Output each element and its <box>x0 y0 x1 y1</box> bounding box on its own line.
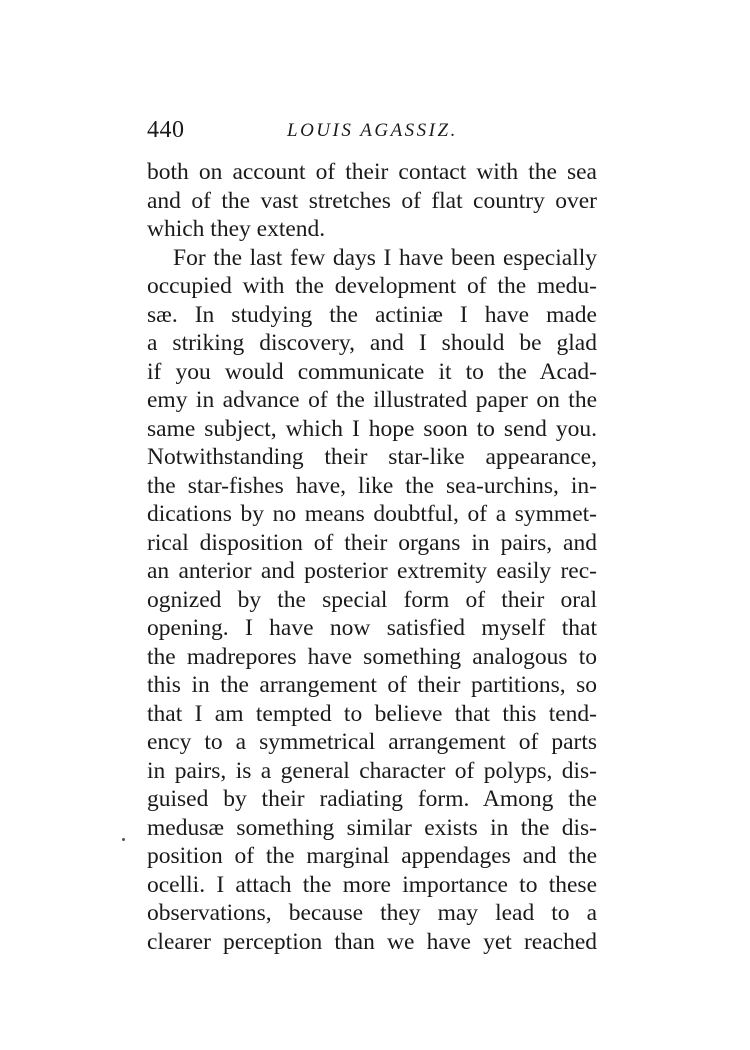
text-line: that I am tempted to believe that this tend- <box>147 700 597 727</box>
page-header <box>147 114 597 146</box>
text-line: medusæ something similar exists in the dis- <box>147 814 597 841</box>
text-line: opening. I have now satisfied myself that <box>147 615 597 641</box>
text-line: ocelli. I attach the more importance to these <box>147 871 597 898</box>
text-line: emy in advance of the illustrated paper on the <box>147 387 597 413</box>
text-line: which they extend. <box>147 216 326 242</box>
text-line: a striking discovery, and I should be glad <box>147 330 597 356</box>
text-line: an anterior and posterior extremity easily rec- <box>147 558 597 584</box>
text-line: in pairs, is a general character of polyps, dis- <box>147 757 597 784</box>
text-line: position of the marginal appendages and the <box>147 843 597 869</box>
text-line: sæ. In studying the actiniæ I have made <box>147 301 597 328</box>
text-line: ency to a symmetrical arrangement of parts <box>147 729 597 755</box>
body-text <box>147 158 597 956</box>
print-speck <box>122 838 125 841</box>
text-line: the star-fishes have, like the sea-urchins, in- <box>147 472 597 499</box>
text-line: rical disposition of their organs in pairs, and <box>147 529 597 556</box>
paragraph-start-line: For the last few days I have been especially <box>173 244 597 271</box>
text-line: occupied with the development of the medu- <box>147 273 597 299</box>
text-line: this in the arrangement of their partitions, so <box>147 672 597 698</box>
text-line: dications by no means doubtful, of a symmet- <box>147 501 597 527</box>
text-line: and of the vast stretches of flat country over <box>147 187 597 214</box>
running-head: LOUIS AGASSIZ. <box>287 120 458 141</box>
text-line: observations, because they may lead to a <box>147 900 597 926</box>
text-line: the madrepores have something analogous to <box>147 643 597 670</box>
text-line: Notwithstanding their star-like appearance, <box>147 444 597 470</box>
text-line: clearer perception than we have yet reached <box>147 928 597 955</box>
text-line: both on account of their contact with the sea <box>147 159 597 185</box>
text-line: guised by their radiating form. Among the <box>147 786 597 812</box>
text-line: ognized by the special form of their oral <box>147 586 597 613</box>
text-line: same subject, which I hope soon to send you. <box>147 415 597 442</box>
text-line: if you would communicate it to the Acad- <box>147 358 597 385</box>
page-number: 440 <box>147 117 185 143</box>
